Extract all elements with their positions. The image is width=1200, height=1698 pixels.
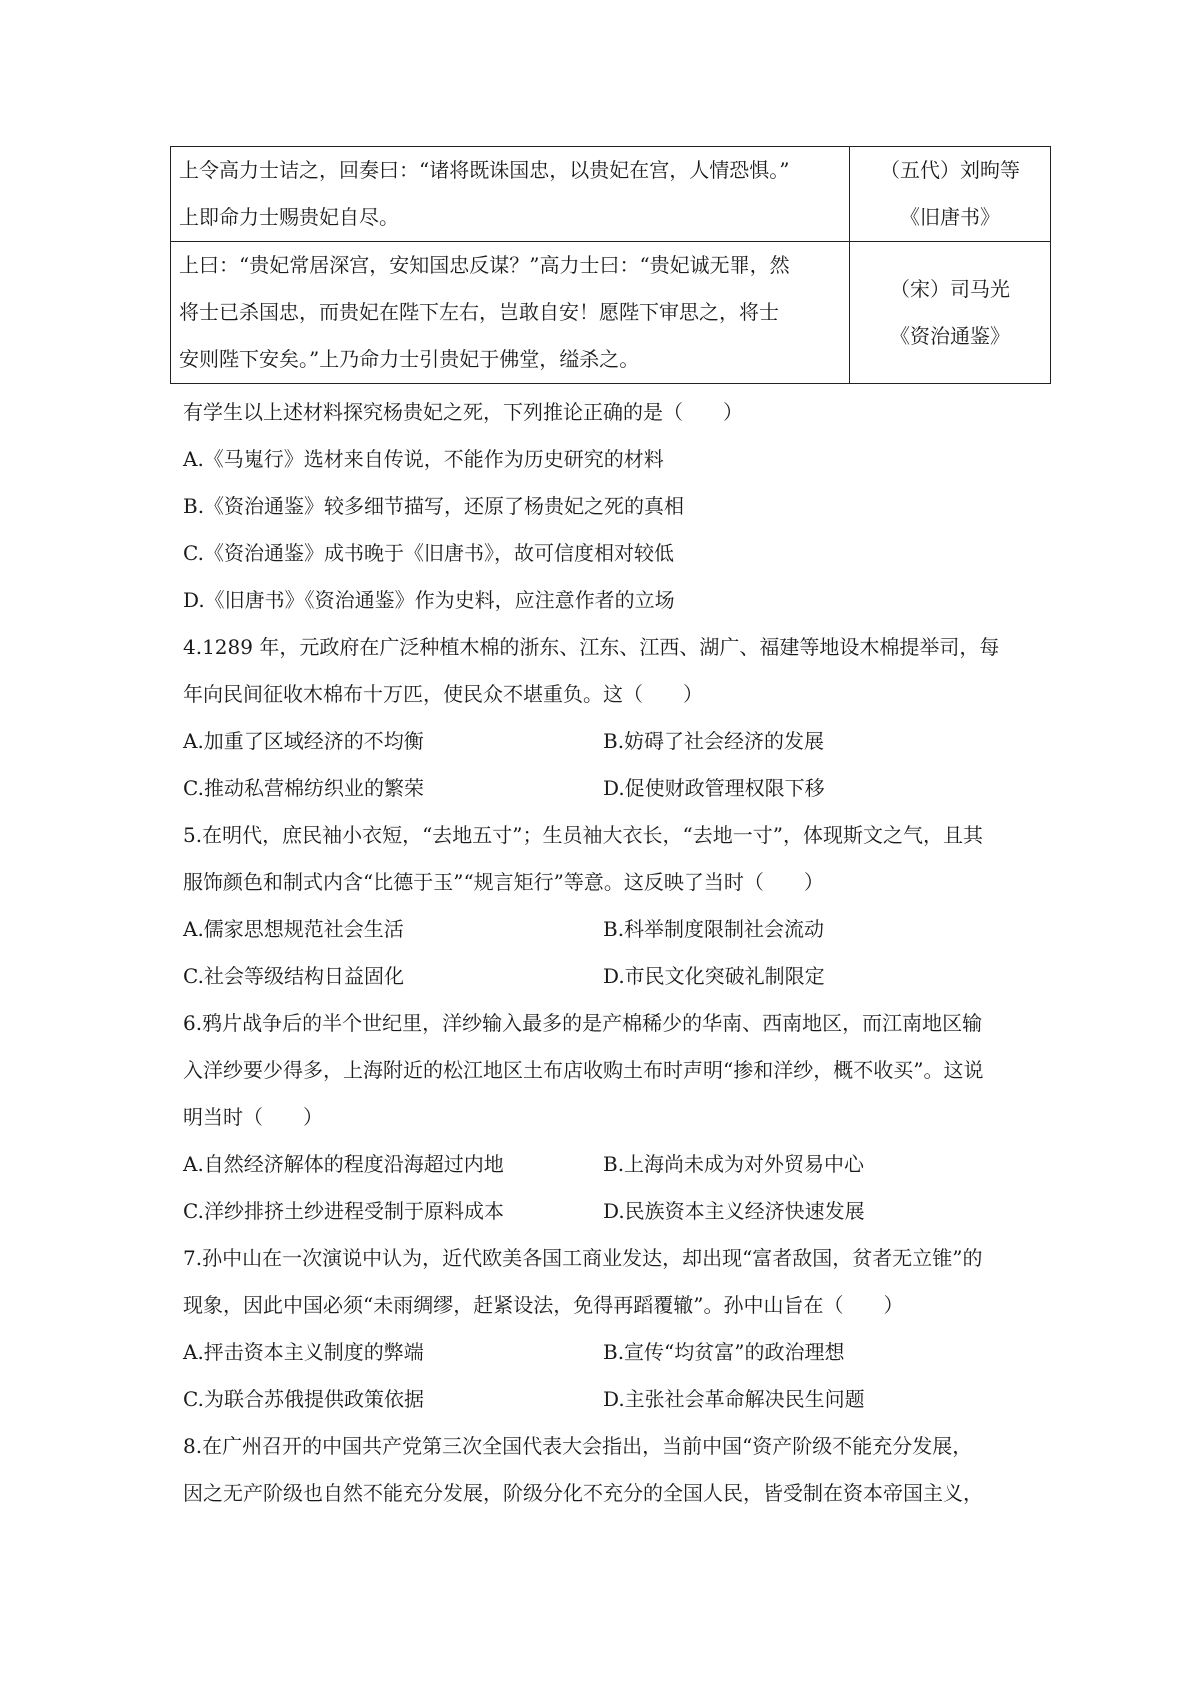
question-stem: 5.在明代，庶民袖小衣短，“去地五寸”；生员袖大衣长，“去地一寸”，体现斯文之气，且其 [183, 823, 983, 847]
questions [183, 389, 1033, 1517]
option-a: A.《马嵬行》选材来自传说，不能作为历史研究的材料 [183, 447, 664, 471]
quote-line: 安则陛下安矣。”上乃命力士引贵妃于佛堂，缢杀之。 [179, 347, 640, 371]
option-d: D.促使财政管理权限下移 [603, 776, 825, 800]
option-row [183, 906, 1033, 953]
question-5 [183, 812, 1033, 1000]
source-author: （宋）司马光 [890, 276, 1010, 301]
option-row [183, 953, 1033, 1000]
option-row [183, 1376, 1033, 1423]
option-b: B.《资治通鉴》较多细节描写，还原了杨贵妃之死的真相 [183, 494, 685, 518]
question-stem: 年向民间征收木棉布十万匹，使民众不堪重负。这（ ） [183, 682, 703, 706]
question-stem: 4.1289 年，元政府在广泛种植木棉的浙东、江东、江西、湖广、福建等地设木棉提举司，每 [183, 635, 1000, 659]
quote-line: 上令高力士诘之，回奏曰：“诸将既诛国忠，以贵妃在宫，人情恐惧。” [179, 158, 790, 182]
option-row [183, 1188, 1033, 1235]
option-row [183, 765, 1033, 812]
question-stem: 因之无产阶级也自然不能充分发展，阶级分化不充分的全国人民，皆受制在资本帝国主义， [183, 1481, 983, 1505]
option-a: A.自然经济解体的程度沿海超过内地 [183, 1152, 504, 1176]
option-c: C.洋纱排挤土纱进程受制于原料成本 [183, 1199, 504, 1223]
question-stem: 入洋纱要少得多，上海附近的松江地区土布店收购土布时声明“掺和洋纱，概不收买”。这说 [183, 1058, 984, 1082]
option-c: C.社会等级结构日益固化 [183, 964, 404, 988]
question-6 [183, 1000, 1033, 1235]
option-d: D.主张社会革命解决民生问题 [603, 1387, 865, 1411]
option-b: B.上海尚未成为对外贸易中心 [603, 1152, 865, 1176]
option-a: A.抨击资本主义制度的弊端 [183, 1340, 424, 1364]
question-stem: 现象，因此中国必须“未雨绸缪，赶紧设法，免得再蹈覆辙”。孙中山旨在（ ） [183, 1293, 904, 1317]
option-b: B.妨碍了社会经济的发展 [603, 729, 825, 753]
source-table [170, 146, 1051, 384]
option-a: A.儒家思想规范社会生活 [183, 917, 404, 941]
table-row [171, 147, 1051, 242]
option-row [183, 1329, 1033, 1376]
question-stem: 8.在广州召开的中国共产党第三次全国代表大会指出，当前中国“资产阶级不能充分发展， [183, 1434, 973, 1458]
source-title: 《旧唐书》 [900, 205, 1000, 229]
option-a: A.加重了区域经济的不均衡 [183, 729, 424, 753]
option-c: C.推动私营棉纺织业的繁荣 [183, 776, 424, 800]
quote-cell [171, 147, 850, 242]
option-c: C.为联合苏俄提供政策依据 [183, 1387, 424, 1411]
option-row [183, 1141, 1033, 1188]
option-b: B.科举制度限制社会流动 [603, 917, 825, 941]
question-8 [183, 1423, 1033, 1517]
quote-line: 上即命力士赐贵妃自尽。 [179, 205, 399, 229]
question-stem: 7.孙中山在一次演说中认为，近代欧美各国工商业发达，却出现“富者敌国，贫者无立锥”的 [183, 1246, 983, 1270]
option-d: D.市民文化突破礼制限定 [603, 964, 825, 988]
option-d: D.民族资本主义经济快速发展 [603, 1199, 865, 1223]
option-d: D.《旧唐书》《资治通鉴》作为史料，应注意作者的立场 [183, 588, 675, 612]
question-3 [183, 389, 1033, 624]
question-stem: 有学生以上述材料探究杨贵妃之死，下列推论正确的是（ ） [183, 400, 743, 424]
table-row [171, 242, 1051, 384]
question-stem: 明当时（ ） [183, 1105, 323, 1129]
option-row [183, 718, 1033, 765]
question-stem: 6.鸦片战争后的半个世纪里，洋纱输入最多的是产棉稀少的华南、西南地区，而江南地区输 [183, 1011, 983, 1035]
source-cell [850, 147, 1051, 242]
question-stem: 服饰颜色和制式内含“比德于玉”“规言矩行”等意。这反映了当时（ ） [183, 870, 824, 894]
option-b: B.宣传“均贫富”的政治理想 [603, 1340, 845, 1364]
option-c: C.《资治通鉴》成书晚于《旧唐书》，故可信度相对较低 [183, 541, 674, 565]
source-title: 《资治通鉴》 [890, 323, 1010, 348]
source-cell [850, 242, 1051, 384]
source-author: （五代）刘昫等 [880, 158, 1020, 182]
question-7 [183, 1235, 1033, 1423]
question-4 [183, 624, 1033, 812]
quote-cell [171, 242, 850, 384]
quote-line: 上曰：“贵妃常居深宫，安知国忠反谋？”高力士曰：“贵妃诚无罪，然 [179, 253, 790, 277]
quote-line: 将士已杀国忠，而贵妃在陛下左右，岂敢自安！愿陛下审思之，将士 [179, 300, 779, 324]
